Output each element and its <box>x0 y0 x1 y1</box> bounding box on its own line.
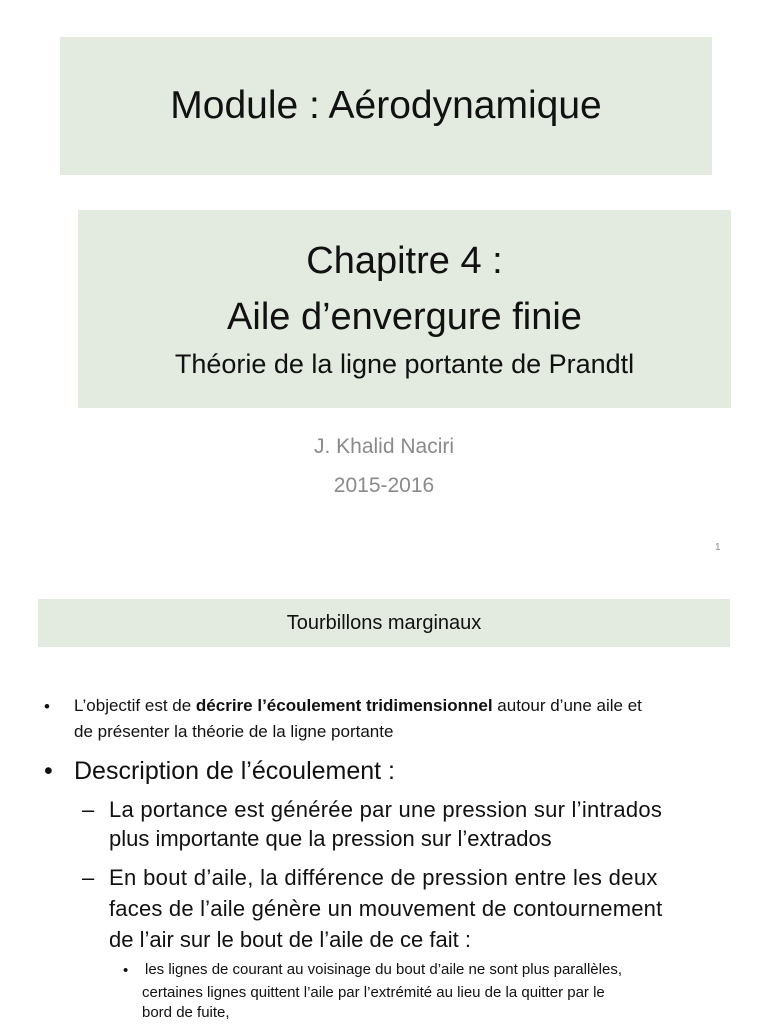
objective-text-bold: décrire l’écoulement tridimensionnel <box>195 696 493 715</box>
streamlines-line1: les lignes de courant au voisinage du bout d’aile ne sont plus parallèles, <box>145 961 622 978</box>
streamlines-line2: certaines lignes quittent l’aile par l’extrémité au lieu de la quitter par le <box>142 984 605 1001</box>
chapter-number: Chapitre 4 : <box>306 240 503 282</box>
streamlines-line3: bord de fuite, <box>142 1004 230 1021</box>
objective-line2: de présenter la théorie de la ligne portante <box>74 722 394 741</box>
wingtip-line3: de l’air sur le bout de l’aile de ce fait : <box>109 927 471 952</box>
objective-text-post: autour d’une aile et <box>492 696 642 715</box>
chapter-title: Aile d’envergure finie <box>227 296 582 338</box>
module-title: Module : Aérodynamique <box>170 84 602 127</box>
module-title-box <box>60 37 712 175</box>
dash-marker: – <box>82 865 95 890</box>
author-name: J. Khalid Naciri <box>313 435 455 458</box>
bullet-marker: • <box>44 757 53 785</box>
wingtip-line1: En bout d’aile, la différence de pression entre les deux <box>109 865 658 890</box>
section-title-box <box>38 599 730 647</box>
bullet-marker: • <box>44 697 50 716</box>
academic-year: 2015-2016 <box>333 474 435 497</box>
lift-line2: plus importante que la pression sur l’extrados <box>109 826 552 851</box>
section-title: Tourbillons marginaux <box>286 611 482 634</box>
objective-text-pre: L’objectif est de <box>74 696 196 715</box>
dash-marker: – <box>82 797 95 822</box>
lift-line1: La portance est générée par une pression sur l’intrados <box>109 797 663 822</box>
chapter-title-box <box>78 210 731 408</box>
objective-line1 <box>74 696 642 716</box>
sub-bullet-marker: • <box>123 962 129 979</box>
chapter-subtitle: Théorie de la ligne portante de Prandtl <box>174 349 635 379</box>
page-number: 1 <box>715 542 721 553</box>
description-heading: Description de l’écoulement : <box>74 757 395 785</box>
wingtip-line2: faces de l’aile génère un mouvement de contournement <box>109 896 663 921</box>
